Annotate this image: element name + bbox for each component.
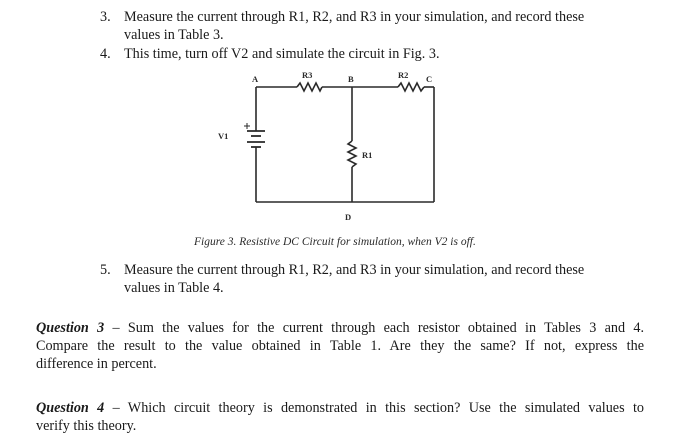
node-label-a: A bbox=[252, 74, 259, 84]
item-3-number: 3. bbox=[100, 9, 111, 25]
source-label-v1: V1 bbox=[218, 131, 229, 141]
question-4-label: Question 4 bbox=[36, 400, 105, 416]
resistor-r3 bbox=[297, 83, 322, 91]
node-label-c: C bbox=[426, 74, 433, 84]
question-4-line-2: verify this theory. bbox=[36, 418, 137, 434]
item-4-number: 4. bbox=[100, 46, 111, 62]
item-5-text-line-2: values in Table 4. bbox=[124, 280, 224, 296]
question-4-line-1 bbox=[36, 400, 644, 417]
item-5-text-line-1: Measure the current through R1, R2, and R3 in your simulation, and record these bbox=[124, 262, 585, 278]
resistor-label-r2: R2 bbox=[398, 70, 409, 80]
question-3-line-2: Compare the result to the value obtained in Table 1. Are they the same? If not, express the bbox=[36, 338, 644, 354]
question-3-dash: – bbox=[104, 320, 128, 336]
question-3-line-1 bbox=[36, 320, 644, 337]
resistor-r2 bbox=[398, 83, 424, 91]
question-3-line-3: difference in percent. bbox=[36, 356, 157, 372]
figure-caption: Figure 3. Resistive DC Circuit for simulation, when V2 is off. bbox=[194, 236, 476, 248]
item-5-number: 5. bbox=[100, 262, 111, 278]
resistor-label-r3: R3 bbox=[302, 70, 313, 80]
question-4-dash: – bbox=[104, 400, 128, 416]
question-3-text-1: Sum the values for the current through each resistor obtained in Tables 3 and 4. bbox=[127, 320, 644, 336]
item-3-text-line-1: Measure the current through R1, R2, and R3 in your simulation, and record these bbox=[124, 9, 585, 25]
resistor-r1 bbox=[348, 141, 356, 167]
item-3-text-line-2: values in Table 3. bbox=[124, 27, 224, 43]
resistor-label-r1: R1 bbox=[362, 150, 373, 160]
question-3-label: Question 3 bbox=[36, 320, 105, 336]
node-label-d: D bbox=[345, 212, 352, 222]
question-4-text-1: Which circuit theory is demonstrated in this section? Use the simulated values to bbox=[127, 400, 644, 416]
item-4-text-line-1: This time, turn off V2 and simulate the circuit in Fig. 3. bbox=[124, 46, 440, 62]
node-label-b: B bbox=[348, 74, 354, 84]
